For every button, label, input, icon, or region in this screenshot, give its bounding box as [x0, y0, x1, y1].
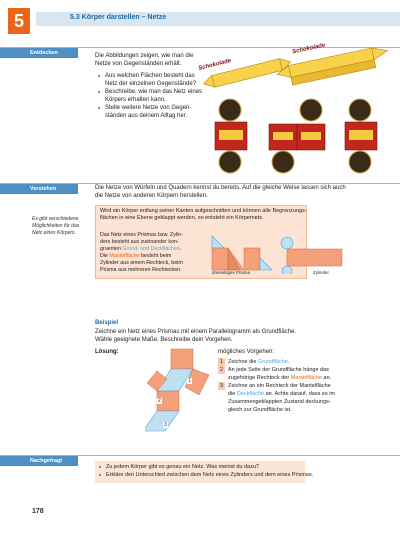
- prism-base-face: [212, 236, 224, 248]
- chapter-number: 5: [8, 8, 30, 34]
- caption-prism: dreiseitiges Prisma: [212, 270, 251, 275]
- net-label-3: 3: [164, 422, 167, 428]
- prism-net-diagram: [204, 234, 284, 274]
- cylinder-lateral-face: [287, 249, 342, 266]
- prism-top-face: [260, 258, 272, 270]
- verstehen-intro: Die Netze von Würfeln und Quadern kennst du bereits. Auf die gleiche Weise lassen sich auch die Netze von anderen Körpern herstellen.: [95, 185, 346, 199]
- cylinder-base-face: [281, 237, 293, 249]
- step-item: 2 An jede Seite der Grundfläche hänge das: [219, 367, 329, 373]
- step-item: 3 Zeichne an ein Rechteck der Mantelfläche: [219, 383, 331, 389]
- cylinder-net-diagram: [280, 234, 350, 274]
- step-item: 1 Zeichne die Grundfläche.: [219, 359, 290, 365]
- step-item: Zusammengeklappten Zustand deckungs-: [228, 399, 331, 405]
- list-item: ■ Stelle weitere Netze von Gegen- ständen aus deinem Alltag her.: [105, 104, 215, 120]
- net-face-top: [171, 349, 193, 369]
- entdecken-intro: [95, 52, 193, 68]
- beispiel-title: Beispiel: [95, 320, 119, 326]
- prism-side-face: [228, 248, 240, 270]
- page-number: 178: [32, 508, 44, 515]
- prism-side-face: [244, 248, 260, 270]
- caption-cylinder: Zylinder: [313, 270, 330, 275]
- list-item: ■ Zu jedem Körper gibt es genau ein Netz. Was meinst du dazu?: [106, 463, 313, 471]
- step-item: die Deckfläche an. Achte darauf, dass es im: [228, 391, 336, 397]
- prism-text: Das Netz eines Prismas bzw. Zylin- ders besteht aus zueinander kon- gruenten Grund- und Deckflächen. Die Mantelfläche besteht beim Zylinder aus einem Rechteck, beim Prisma aus mehreren Rechtecken.: [100, 232, 184, 273]
- tab-entdecken: Entdecken: [0, 48, 78, 58]
- step-item: gleich zur Grundfläche ist.: [228, 407, 292, 413]
- step-item: zugehörige Rechteck der Mantelfläche an.: [228, 375, 332, 381]
- loesung-label: Lösung:: [95, 349, 119, 355]
- tab-nachgefragt: Nachgefragt: [0, 456, 78, 466]
- side-note: Es gibt verschiedene Möglichkeiten für das Netz eines Körpers.: [32, 216, 80, 236]
- intro-line: Die Abbildungen zeigen, wie man die: [95, 53, 194, 59]
- definition-text: Wird ein Körper entlang seiner Kanten aufgeschnitten und können alle Begrenzungs- flächen in eine Ebene geklappt werden, so entsteht ein Körpernetz.: [100, 208, 307, 221]
- net-label-1: 1: [188, 378, 191, 384]
- net-top-face: [145, 411, 179, 431]
- vorgehen-label: mögliches Vorgehen:: [218, 349, 275, 355]
- parallelogram-prism-net: [145, 345, 220, 433]
- net-label-2: 2: [158, 398, 161, 404]
- label-schokolade: Schokolade: [291, 42, 326, 56]
- prism-side-face: [212, 248, 228, 270]
- can-net-3: [345, 99, 377, 173]
- cylinder-top-face: [282, 266, 292, 274]
- list-item: ■ Erkläre den Unterschied zwischen dem Netz eines Zylinders und dem eines Prismas.: [106, 471, 313, 479]
- tab-verstehen: Verstehen: [0, 184, 78, 194]
- nachgefragt-bullets: [106, 463, 313, 479]
- beispiel-task: Zeichne ein Netz eines Prismas mit einem Parallelogramm als Grundfläche. Wähle geeignete Maße. Beschreibe dein Vorgehen.: [95, 329, 297, 343]
- section-title: 5.3 Körper darstellen – Netze: [70, 14, 167, 21]
- steps-list: [218, 358, 335, 414]
- list-item: ■ Aus welchen Flächen besteht das Netz der einzelnen Gegenstände?: [105, 72, 215, 88]
- can-net-1: [215, 99, 247, 173]
- label-schokolade: Schokolade: [197, 58, 232, 72]
- list-item: ■ Beschreibe, wie man das Netz eines Körpers erhalten kann.: [105, 88, 215, 104]
- intro-line: Netze von Gegenständen erhält.: [95, 61, 182, 67]
- can-net-2: [269, 99, 325, 173]
